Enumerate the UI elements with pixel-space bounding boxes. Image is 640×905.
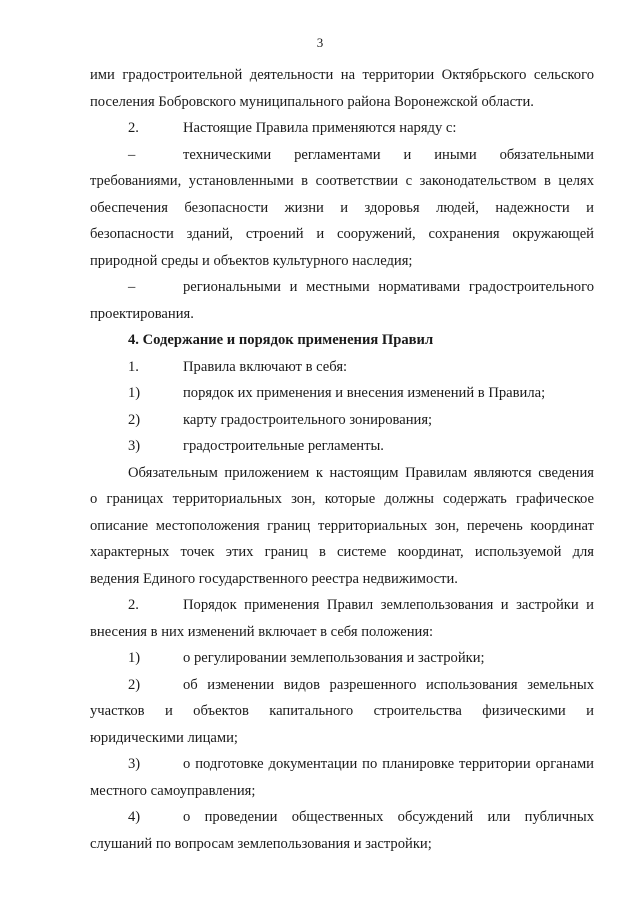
item-text: Правила включают в себя:	[183, 358, 348, 375]
item-text: о подготовке документации по планировке территории органами	[183, 756, 594, 772]
text-line: о границах территориальных зон, которые должны содержать графическое	[90, 491, 594, 507]
item-text: о регулировании землепользования и застройки;	[183, 650, 485, 666]
text-line	[90, 380, 594, 407]
item-marker: 3)	[128, 756, 141, 772]
text-line	[90, 592, 594, 619]
text-line: местного самоуправления;	[90, 782, 256, 799]
item-marker: 4)	[128, 809, 141, 825]
text-line	[90, 407, 594, 434]
item-marker: –	[128, 279, 136, 295]
text-line: ведения Единого государственного реестра недвижимости.	[90, 570, 458, 587]
item-text: градостроительные регламенты.	[183, 438, 384, 454]
item-marker: 1)	[128, 385, 141, 401]
item-text: техническими регламентами и иными обязательными	[183, 146, 594, 163]
text-line: характерных точек этих границ в системе координат, используемой для	[90, 544, 594, 560]
item-marker: 3)	[128, 438, 141, 454]
text-line	[90, 433, 594, 460]
text-line: обеспечения безопасности жизни и здоровья людей, надежности и	[90, 199, 594, 216]
text-line	[90, 672, 594, 699]
text-line	[90, 115, 594, 142]
item-marker: –	[128, 146, 136, 163]
text-line: безопасности зданий, строений и сооружений, сохранения окружающей	[90, 226, 594, 242]
text-line	[90, 804, 594, 831]
item-marker: 2.	[128, 597, 139, 613]
item-text: Настоящие Правила применяются наряду с:	[183, 120, 457, 136]
item-marker: 2.	[128, 120, 139, 136]
text-line	[90, 274, 594, 301]
item-text: порядок их применения и внесения изменений в Правила;	[183, 385, 546, 401]
page-number: 3	[316, 35, 324, 50]
text-line: юридическими лицами;	[90, 729, 238, 746]
item-text: карту градостроительного зонирования;	[183, 411, 433, 428]
item-marker: 2)	[128, 676, 141, 693]
text-line: Обязательным приложением к настоящим Правилам являются сведения	[128, 464, 594, 481]
item-text: об изменении видов разрешенного использования земельных	[183, 676, 594, 693]
text-line	[90, 142, 594, 169]
text-line	[90, 354, 594, 381]
item-marker: 2)	[128, 411, 141, 428]
text-line: поселения Бобровского муниципального района Воронежской области.	[90, 93, 534, 110]
text-line: проектирования.	[90, 305, 194, 322]
item-text: региональными и местными нормативами градостроительного	[183, 279, 594, 295]
text-line: внесения в них изменений включает в себя положения:	[90, 623, 434, 640]
text-line: участков и объектов капитального строительства физическими и	[90, 703, 594, 719]
text-line: требованиями, установленными в соответствии с законодательством в целях	[90, 173, 594, 189]
document-body	[90, 62, 594, 857]
text-line: природной среды и объектов культурного наследия;	[90, 252, 413, 269]
text-line: 4. Содержание и порядок применения Правил	[128, 332, 434, 348]
item-text: о проведении общественных обсуждений или публичных	[183, 809, 594, 825]
item-text: Порядок применения Правил землепользования и застройки и	[183, 597, 594, 613]
text-line	[90, 645, 594, 672]
item-marker: 1.	[128, 358, 139, 375]
item-marker: 1)	[128, 650, 141, 666]
text-line	[90, 751, 594, 778]
text-line: описание местоположения границ территориальных зон, перечень координат	[90, 517, 594, 534]
text-line: слушаний по вопросам землепользования и застройки;	[90, 835, 432, 852]
text-line: ими градостроительной деятельности на территории Октябрьского сельского	[90, 67, 594, 83]
